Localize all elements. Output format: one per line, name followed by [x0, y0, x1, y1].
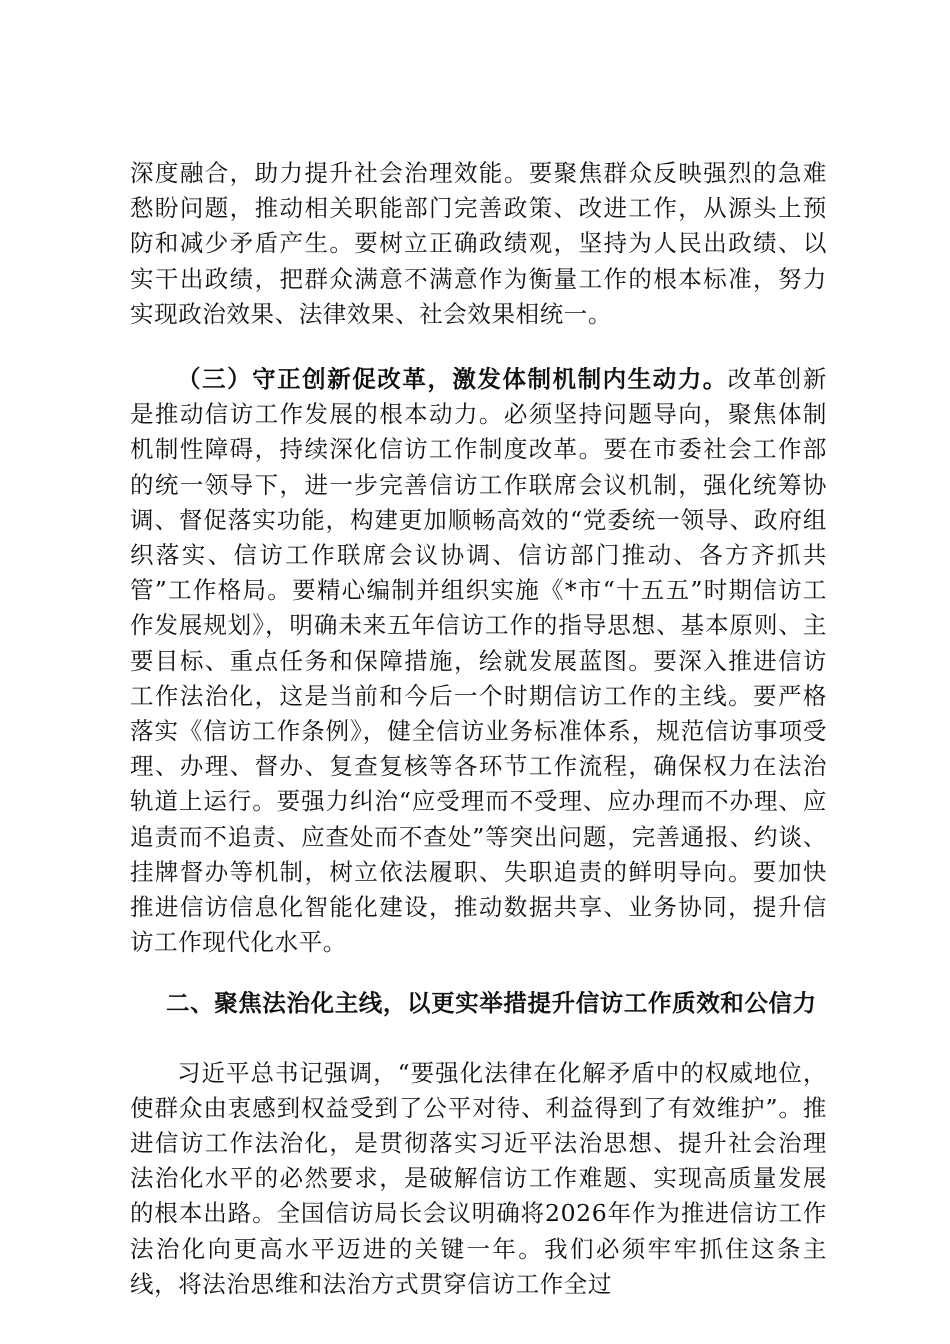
paragraph-lead-heading: （三）守正创新促改革，激发体制机制内生动力。 — [177, 365, 728, 394]
paragraph-continuation: 深度融合，助力提升社会治理效能。要聚焦群众反映强烈的急难愁盼问题，推动相关职能部门完善政策、改进工作，从源头上预防和减少矛盾产生。要树立正确政绩观，坚持为人民出政绩、以实干出政绩，把群众满意不满意作为衡量工作的根本标准，努力实现政治效果、法律效果、社会效果相统一。 — [130, 159, 827, 328]
paragraph-body: 改革创新是推动信访工作发展的根本动力。必须坚持问题导向，聚焦体制机制性障碍，持续深化信访工作制度改革。要在市委社会工作部的统一领导下，进一步完善信访工作联席会议机制，强化统筹协调、督促落实功能，构建更加顺畅高效的“党委统一领导、政府组织落实、信访工作联席会议协调、信访部门推动、各方齐抓共管”工作格局。要精心编制并组织实施《*市“十五五”时期信访工作发展规划》，明确未来五年信访工作的指导思想、基本原则、主要目标、重点任务和保障措施，绘就发展蓝图。要深入推进信访工作法治化，这是当前和今后一个时期信访工作的主线。要严格落实《信访工作条例》，健全信访业务标准体系，规范信访事项受理、办理、督办、复查复核等各环节工作流程，确保权力在法治轨道上运行。要强力纠治“应受理而不受理、应办理而不办理、应追责而不追责、应查处而不查处”等突出问题，完善通报、约谈、挂牌督办等机制，树立依法履职、失职追责的鲜明导向。要加快推进信访信息化智能化建设，推动数据共享、业务协同，提升信访工作现代化水平。 — [130, 365, 828, 957]
section-heading: 二、聚焦法治化主线，以更实举措提升信访工作质效和公信力 — [166, 989, 817, 1018]
paragraph-rule-of-law: 习近平总书记强调，“要强化法律在化解矛盾中的权威地位，使群众由衷感到权益受到了公平对待、利益得到了有效维护”。推进信访工作法治化，是贯彻落实习近平法治思想、提升社会治理法治化水平的必然要求，是破解信访工作难题、实现高质量发展的根本出路。全国信访局长会议明确将2026年作为推进信访工作法治化向更高水平迈进的关键一年。我们必须牢牢抓住这条主线，将法治思维和法治方式贯穿信访工作全过 — [130, 1058, 827, 1298]
document-body — [130, 156, 827, 1302]
paragraph-reform — [130, 362, 827, 960]
